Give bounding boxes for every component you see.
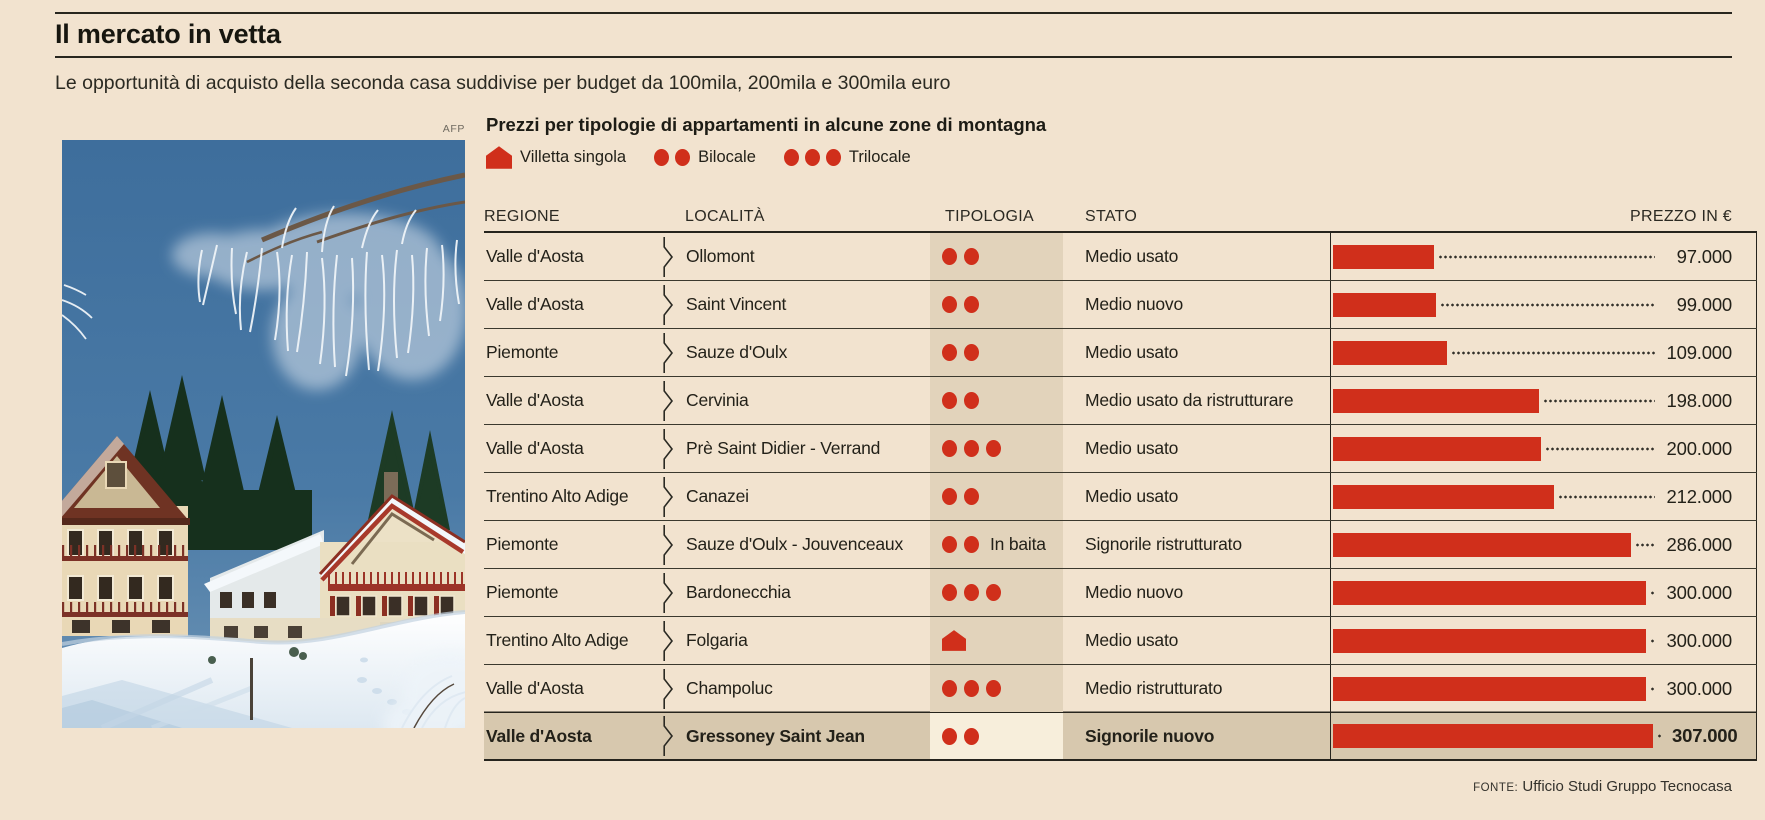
regione-value: Valle d'Aosta	[486, 294, 584, 314]
page-title: Il mercato in vetta	[55, 19, 281, 49]
price-bar	[1333, 437, 1541, 461]
legend-label: Villetta singola	[520, 148, 627, 166]
dot-icon	[942, 728, 957, 745]
dot-icon	[784, 149, 799, 166]
dot-icon	[826, 149, 841, 166]
stato-value: Medio usato	[1085, 486, 1179, 506]
localita-cell	[663, 425, 930, 472]
table-row	[484, 425, 1757, 473]
tipologia-cell	[930, 233, 1063, 280]
source-name: Ufficio Studi Gruppo Tecnocasa	[1522, 778, 1732, 795]
bracket-icon	[663, 716, 674, 756]
localita-cell	[663, 473, 930, 520]
stato-cell	[1063, 233, 1330, 280]
localita-cell	[663, 713, 930, 759]
price-bar-cell	[1330, 233, 1757, 280]
dot-icon	[986, 680, 1001, 697]
dot-icon	[964, 728, 979, 745]
regione-cell	[484, 425, 663, 472]
dotted-leader	[1650, 639, 1656, 643]
localita-cell	[663, 665, 930, 712]
stato-cell	[1063, 281, 1330, 328]
price-bar	[1333, 581, 1646, 605]
source	[1473, 778, 1732, 795]
price-bar-cell	[1330, 473, 1757, 520]
legend-item-bilocale	[654, 148, 756, 167]
tipologia-cell	[930, 617, 1063, 664]
chart-title: Prezzi per tipologie di appartamenti in alcune zone di montagna	[486, 114, 1047, 135]
photo-credit: AFP	[442, 123, 465, 135]
price-bar	[1333, 341, 1447, 365]
bracket-icon	[663, 333, 674, 373]
price-bar	[1333, 533, 1631, 557]
regione-cell	[484, 521, 663, 568]
tipologia-cell	[930, 473, 1063, 520]
dot-icon	[942, 584, 957, 601]
localita-value: Ollomont	[686, 246, 755, 266]
price-bar-cell	[1330, 329, 1757, 376]
regione-value: Valle d'Aosta	[486, 438, 584, 458]
tipologia-cell	[930, 713, 1063, 759]
stato-value: Signorile ristrutturato	[1085, 534, 1242, 554]
stato-cell	[1063, 329, 1330, 376]
dotted-leader	[1545, 447, 1656, 451]
chart-legend	[486, 146, 911, 169]
three-dots-icon	[784, 149, 841, 166]
dot-icon	[942, 536, 957, 553]
price-bar	[1333, 724, 1653, 748]
dot-icon	[964, 536, 979, 553]
price-bar	[1333, 677, 1646, 701]
regione-value: Piemonte	[486, 582, 559, 602]
dot-icon	[964, 440, 979, 457]
tipologia-cell	[930, 281, 1063, 328]
house-icon	[486, 146, 512, 169]
stato-value: Medio usato	[1085, 342, 1179, 362]
two-dots-icon	[654, 149, 690, 166]
localita-cell	[663, 521, 930, 568]
price-bar	[1333, 245, 1434, 269]
legend-item-trilocale	[784, 148, 911, 167]
tipologia-cell	[930, 329, 1063, 376]
regione-cell	[484, 713, 663, 759]
localita-value: Sauze d'Oulx - Jouvenceaux	[686, 534, 904, 554]
localita-value: Sauze d'Oulx	[686, 342, 788, 362]
bracket-icon	[663, 525, 674, 565]
dot-icon	[654, 149, 669, 166]
price-value: 307.000	[1672, 725, 1738, 746]
table-row	[484, 329, 1757, 377]
price-bar-cell	[1330, 521, 1757, 568]
table-header	[484, 203, 1757, 233]
dot-icon	[942, 440, 957, 457]
price-table	[484, 203, 1757, 761]
mountain-chalet-photo	[62, 140, 465, 728]
price-bar	[1333, 485, 1554, 509]
dot-icon	[942, 392, 957, 409]
regione-cell	[484, 665, 663, 712]
price-value: 300.000	[1666, 629, 1732, 651]
regione-cell	[484, 233, 663, 280]
dotted-leader	[1635, 543, 1656, 547]
bracket-icon	[663, 621, 674, 661]
localita-value: Champoluc	[686, 678, 773, 698]
regione-cell	[484, 377, 663, 424]
page-subtitle: Le opportunità di acquisto della seconda casa suddivise per budget da 100mila, 200mila e 300mila euro	[55, 72, 951, 94]
localita-value: Prè Saint Didier - Verrand	[686, 438, 881, 458]
price-value: 200.000	[1666, 437, 1732, 459]
table-row	[484, 569, 1757, 617]
regione-value: Valle d'Aosta	[486, 725, 592, 746]
price-value: 109.000	[1666, 341, 1732, 363]
tipologia-cell	[930, 569, 1063, 616]
localita-cell	[663, 281, 930, 328]
dot-icon	[964, 296, 979, 313]
legend-label: Bilocale	[698, 148, 756, 166]
localita-value: Gressoney Saint Jean	[686, 725, 865, 746]
bracket-icon	[663, 285, 674, 325]
table-row	[484, 521, 1757, 569]
bracket-icon	[663, 669, 674, 709]
table-row	[484, 281, 1757, 329]
tipologia-cell	[930, 377, 1063, 424]
price-value: 212.000	[1666, 485, 1732, 507]
stato-value: Medio usato da ristrutturare	[1085, 390, 1294, 410]
regione-value: Valle d'Aosta	[486, 390, 584, 410]
localita-value: Folgaria	[686, 630, 748, 650]
table-row	[484, 665, 1757, 713]
stato-value: Medio usato	[1085, 246, 1179, 266]
dot-icon	[964, 680, 979, 697]
tipologia-note: In baita	[990, 534, 1046, 554]
dotted-leader	[1451, 351, 1656, 355]
col-header-regione: REGIONE	[484, 208, 560, 225]
price-value: 300.000	[1666, 677, 1732, 699]
price-bar-cell	[1330, 569, 1757, 616]
legend-label: Trilocale	[848, 148, 911, 166]
localita-value: Canazei	[686, 486, 749, 506]
col-header-stato: STATO	[1085, 208, 1138, 225]
table-row	[484, 713, 1757, 761]
stato-cell	[1063, 713, 1330, 759]
bracket-icon	[663, 381, 674, 421]
dot-icon	[964, 392, 979, 409]
dot-icon	[964, 344, 979, 361]
stato-cell	[1063, 569, 1330, 616]
col-header-tipologia: TIPOLOGIA	[945, 208, 1034, 225]
price-bar	[1333, 389, 1539, 413]
price-value: 97.000	[1676, 245, 1732, 267]
regione-value: Valle d'Aosta	[486, 246, 584, 266]
col-header-prezzo: PREZZO IN €	[1630, 208, 1732, 225]
regione-cell	[484, 281, 663, 328]
regione-value: Trentino Alto Adige	[486, 630, 629, 650]
dotted-leader	[1650, 687, 1656, 691]
stato-value: Medio nuovo	[1085, 582, 1184, 602]
regione-value: Piemonte	[486, 534, 559, 554]
table-row	[484, 473, 1757, 521]
localita-cell	[663, 233, 930, 280]
house-icon	[942, 630, 966, 651]
localita-value: Cervinia	[686, 390, 749, 410]
source-label: FONTE:	[1473, 782, 1519, 794]
stato-cell	[1063, 665, 1330, 712]
dot-icon	[942, 680, 957, 697]
dotted-leader	[1543, 399, 1656, 403]
title-underline	[55, 56, 1732, 58]
regione-value: Piemonte	[486, 342, 559, 362]
stato-cell	[1063, 473, 1330, 520]
dot-icon	[986, 584, 1001, 601]
localita-cell	[663, 569, 930, 616]
dotted-leader	[1438, 255, 1656, 259]
bracket-icon	[663, 477, 674, 517]
dot-icon	[964, 584, 979, 601]
regione-value: Trentino Alto Adige	[486, 486, 629, 506]
regione-cell	[484, 569, 663, 616]
price-bar-cell	[1330, 281, 1757, 328]
price-bar	[1333, 293, 1436, 317]
localita-value: Saint Vincent	[686, 294, 787, 314]
regione-value: Valle d'Aosta	[486, 678, 584, 698]
dotted-leader	[1558, 495, 1656, 499]
stato-cell	[1063, 617, 1330, 664]
dot-icon	[964, 248, 979, 265]
top-rule	[55, 12, 1732, 14]
stato-value: Signorile nuovo	[1085, 725, 1215, 746]
dot-icon	[942, 344, 957, 361]
localita-cell	[663, 329, 930, 376]
price-value: 300.000	[1666, 581, 1732, 603]
tipologia-cell	[930, 425, 1063, 472]
stato-cell	[1063, 521, 1330, 568]
stato-value: Medio nuovo	[1085, 294, 1184, 314]
dotted-leader	[1657, 734, 1661, 738]
price-bar-cell	[1330, 713, 1757, 759]
tipologia-cell	[930, 665, 1063, 712]
bracket-icon	[663, 573, 674, 613]
price-bar	[1333, 629, 1646, 653]
price-bar-cell	[1330, 425, 1757, 472]
dot-icon	[805, 149, 820, 166]
table-row	[484, 233, 1757, 281]
dotted-leader	[1650, 591, 1656, 595]
stato-cell	[1063, 377, 1330, 424]
col-header-localita: LOCALITÀ	[685, 208, 765, 225]
price-bar-cell	[1330, 377, 1757, 424]
stato-value: Medio ristrutturato	[1085, 678, 1223, 698]
regione-cell	[484, 473, 663, 520]
price-bar-cell	[1330, 665, 1757, 712]
legend-item-villetta	[486, 146, 626, 169]
regione-cell	[484, 617, 663, 664]
table-rows	[484, 233, 1757, 761]
dot-icon	[942, 296, 957, 313]
regione-cell	[484, 329, 663, 376]
localita-value: Bardonecchia	[686, 582, 791, 602]
stato-value: Medio usato	[1085, 630, 1179, 650]
tipologia-cell	[930, 521, 1063, 568]
dot-icon	[986, 440, 1001, 457]
price-bar-cell	[1330, 617, 1757, 664]
table-row	[484, 377, 1757, 425]
bracket-icon	[663, 237, 674, 277]
price-value: 286.000	[1666, 533, 1732, 555]
dot-icon	[964, 488, 979, 505]
dot-icon	[942, 248, 957, 265]
price-value: 198.000	[1666, 389, 1732, 411]
localita-cell	[663, 377, 930, 424]
table-row	[484, 617, 1757, 665]
stato-value: Medio usato	[1085, 438, 1179, 458]
price-value: 99.000	[1676, 293, 1732, 315]
localita-cell	[663, 617, 930, 664]
dot-icon	[942, 488, 957, 505]
dot-icon	[675, 149, 690, 166]
bracket-icon	[663, 429, 674, 469]
dotted-leader	[1440, 303, 1656, 307]
stato-cell	[1063, 425, 1330, 472]
